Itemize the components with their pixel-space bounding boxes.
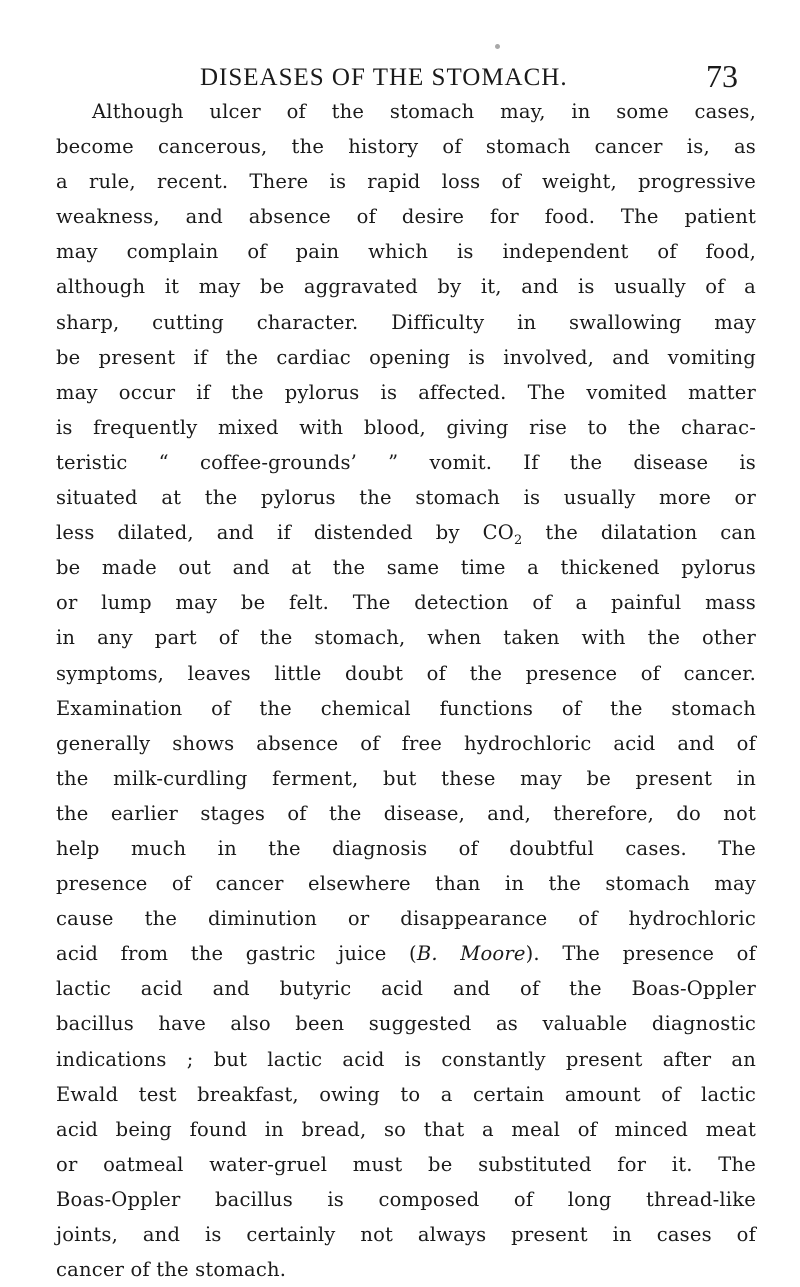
text-line: the milk-curdling ferment, but these may be present in [56, 766, 756, 790]
text-line-citation [56, 936, 756, 971]
text-segment: the dilatation can [522, 521, 757, 545]
page-number: 73 [706, 58, 738, 94]
text-line: joints, and is certainly not always present in cases of [56, 1223, 756, 1246]
text-line: generally shows absence of free hydrochloric acid and of [56, 731, 756, 755]
citation-author: B. Moore [416, 942, 526, 966]
text-line: is frequently mixed with blood, giving rise to the charac- [56, 415, 756, 439]
text-line: lactic acid and butyric acid and of the Boas-Oppler [56, 977, 756, 1001]
text-line: in any part of the stomach, when taken with the other [56, 626, 756, 650]
text-line: teristic “ coffee-grounds’ ” vomit. If the disease is [56, 450, 756, 474]
body-paragraph [56, 94, 756, 1287]
text-line-co2 [56, 515, 756, 550]
text-line: Although ulcer of the stomach may, in some cases, [92, 100, 756, 123]
text-line: symptoms, leaves little doubt of the presence of cancer. [56, 661, 756, 685]
running-head: DISEASES OF THE STOMACH. [200, 64, 568, 91]
text-line: bacillus have also been suggested as valuable diagnostic [56, 1012, 756, 1036]
text-line: although it may be aggravated by it, and is usually of a [56, 275, 756, 299]
text-segment: ). The presence of [525, 942, 756, 966]
subscript: 2 [513, 533, 523, 549]
text-line: or oatmeal water-gruel must be substituted for it. The [56, 1152, 756, 1176]
text-line: help much in the diagnosis of doubtful cases. The [56, 836, 756, 860]
text-line: acid being found in bread, so that a meal of minced meat [56, 1117, 756, 1141]
text-line: be made out and at the same time a thickened pylorus [56, 556, 756, 580]
text-line: Ewald test breakfast, owing to a certain amount of lactic [56, 1082, 756, 1106]
text-line: cause the diminution or disappearance of hydrochloric [56, 907, 756, 931]
text-line: indications ; but lactic acid is constantly present after an [56, 1047, 756, 1071]
text-line: cancer of the stomach. [56, 1258, 287, 1282]
text-line: the earlier stages of the disease, and, therefore, do not [56, 801, 756, 825]
text-line: Examination of the chemical functions of the stomach [56, 696, 756, 720]
text-segment: less dilated, and if distended by CO [56, 521, 514, 545]
text-line: presence of cancer elsewhere than in the stomach may [56, 872, 756, 896]
text-line: Boas-Oppler bacillus is composed of long thread-like [56, 1187, 756, 1211]
text-line: may occur if the pylorus is affected. The vomited matter [56, 380, 756, 404]
text-line: or lump may be felt. The detection of a painful mass [56, 591, 756, 615]
text-line: weakness, and absence of desire for food. The patient [56, 205, 756, 229]
text-line: a rule, recent. There is rapid loss of weight, progressive [56, 170, 756, 194]
ink-speck [495, 44, 500, 49]
text-segment: acid from the gastric juice ( [56, 942, 417, 966]
text-line: situated at the pylorus the stomach is usually more or [56, 486, 756, 510]
text-line: may complain of pain which is independent of food, [56, 240, 756, 264]
text-line: be present if the cardiac opening is involved, and vomiting [56, 345, 756, 369]
text-line: sharp, cutting character. Difficulty in swallowing may [56, 310, 756, 334]
text-line: become cancerous, the history of stomach cancer is, as [56, 135, 756, 159]
